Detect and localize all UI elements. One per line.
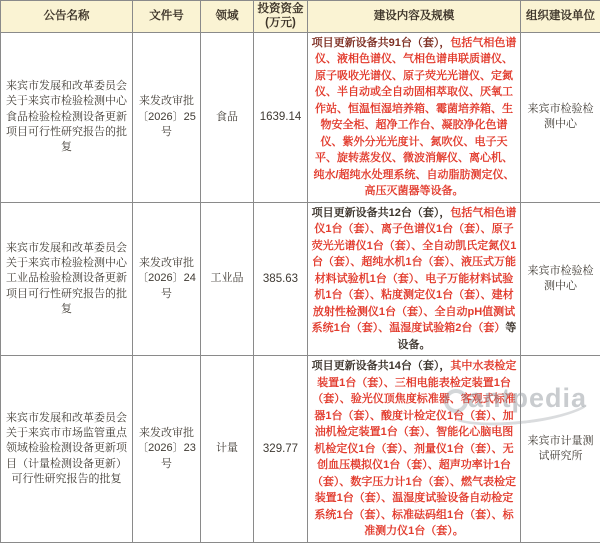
field-cell: 工业品	[201, 202, 254, 356]
table-row	[1, 32, 600, 202]
col-header-organizing-unit: 组织建设单位	[521, 1, 600, 33]
investment-amount-cell: 329.77	[254, 356, 308, 543]
content-lead-text: 项目更新设备共12台（套），	[312, 207, 451, 219]
col-header-construction-content: 建设内容及规模	[308, 1, 521, 33]
announcement-name-cell: 来宾市发展和改革委员会关于来宾市市场监管重点领域检验检测设备更新项目（计量检测设备更新）可行性研究报告的批复	[1, 356, 133, 543]
col-header-field: 领域	[201, 1, 254, 33]
file-number-cell: 来发改审批〔2026〕24号	[133, 202, 201, 356]
announcement-name-cell: 来宾市发展和改革委员会关于来宾市检验检测中心食品检验检检测设备更新项目可行性研究报告的批复	[1, 32, 133, 202]
file-number-cell: 来发改审批〔2026〕23号	[133, 356, 201, 543]
col-header-announcement-name: 公告名称	[1, 1, 133, 33]
organizing-unit-cell: 来宾市检验检测中心	[521, 202, 600, 356]
construction-content-cell	[308, 202, 521, 356]
col-header-investment: 投资资金(万元)	[254, 1, 308, 33]
content-lead-text: 项目更新设备共14台（套），	[312, 360, 451, 372]
content-tail-text: 等设备。	[398, 322, 517, 351]
header-row	[1, 1, 600, 33]
field-cell: 计量	[201, 356, 254, 543]
table-row	[1, 356, 600, 543]
content-body-text: 包括气相色谱仪、液相色谱仪、气相色谱串联质谱仪、原子吸收光谱仪、原子荧光光谱仪、定氮仪、半自动或全自动固相萃取仪、厌氧工作站、恒温恒湿培养箱、霉菌培养箱、生物安全柜、超净工作台、凝胶净化色谱仪、紫外分光光度计、氮吹仪、电子天平、旋转蒸发仪、微波消解仪、离心机、纯水/超纯水处理系统、自动脂肪测定仪、高压灭菌器等设备。	[313, 37, 516, 198]
table-row	[1, 202, 600, 356]
investment-amount-cell: 385.63	[254, 202, 308, 356]
construction-content-cell	[308, 356, 521, 543]
construction-content-cell	[308, 32, 521, 202]
col-header-file-number: 文件号	[133, 1, 201, 33]
content-body-text: 包括气相色谱仪1台（套）、离子色谱仪1台（套）、原子荧光光谱仪1台（套）、全自动凯氏定氮仪1台（套）、超纯水机1台（套）、液压式万能材料试验机1台（套）、电子万能材料试验机1台（套）、粘度测定仪1台（套）、建材放射性检测仪1台（套）、全自动pH值测试系统1台（套）、温湿度试验箱2台（套）	[312, 207, 517, 335]
field-cell: 食品	[201, 32, 254, 202]
investment-amount-cell: 1639.14	[254, 32, 308, 202]
organizing-unit-cell: 来宾市计量测试研究所	[521, 356, 600, 543]
content-body-text: 其中水表检定装置1台（套）、三相电能表检定装置1台（套）、验光仪顶焦度标准器、客观式标准器1台（套）、酸度计检定仪1台（套）、加油机检定装置1台（套）、智能化心脑电图机检定仪1台（套）、剂量仪1台（套）、无创血压模拟仪1台（套）、超声功率计1台（套）、数字压力计1台（套）、燃气表检定装置1台（套）、温湿度试验设备自动检定系统1台（套）、标准砝码组1台（套）、标准测力仪1台（套）。	[312, 360, 516, 537]
file-number-cell: 来发改审批〔2026〕25号	[133, 32, 201, 202]
announcement-name-cell: 来宾市发展和改革委员会关于来宾市检验检测中心工业品检验检测设备更新项目可行性研究报告的批复	[1, 202, 133, 356]
organizing-unit-cell: 来宾市检验检测中心	[521, 32, 600, 202]
antpedia-watermark: antpedia	[468, 383, 587, 414]
content-lead-text: 项目更新设备共91台（套），	[312, 37, 451, 49]
